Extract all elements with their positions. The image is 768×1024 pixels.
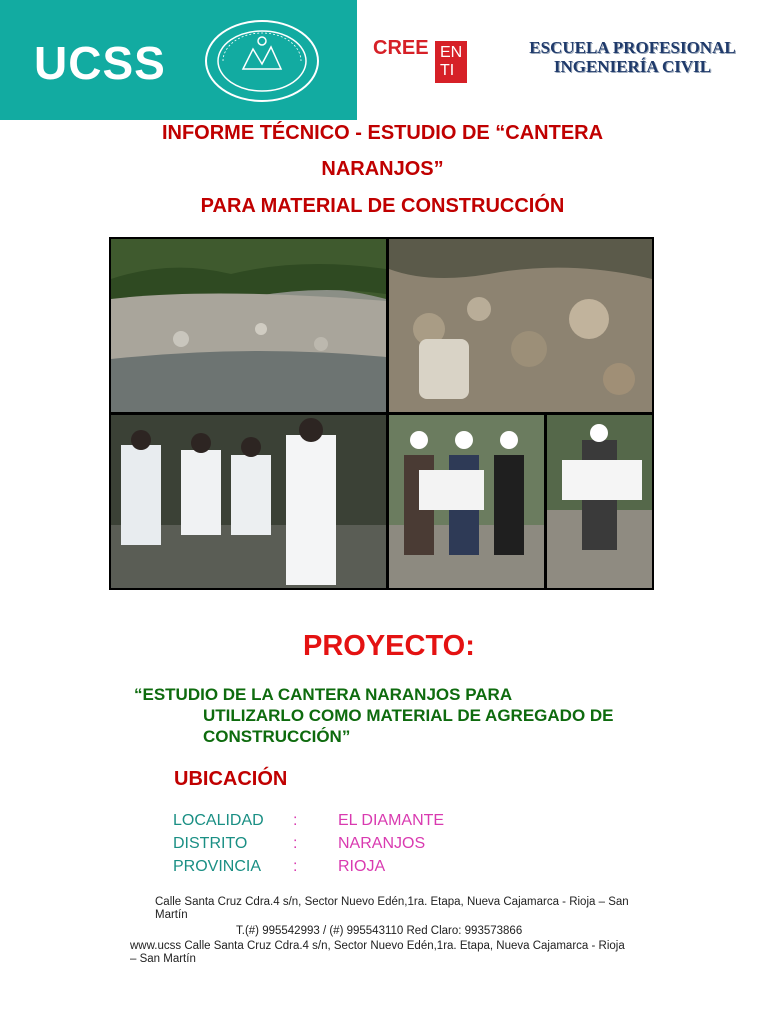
project-description-line2: UTILIZARLO COMO MATERIAL DE AGREGADO DE	[203, 706, 614, 725]
location-label: DISTRITO	[173, 835, 248, 852]
location-label: LOCALIDAD	[173, 812, 264, 829]
project-description-line3: CONSTRUCCIÓN”	[203, 727, 351, 746]
footer-address-1	[155, 896, 715, 922]
report-title-line1: INFORME TÉCNICO - ESTUDIO DE “CANTERA	[161, 122, 604, 144]
location-label: PROVINCIA	[173, 858, 262, 875]
footer-phones: T.(#) 995542993 / (#) 995543110 Red Claro: 993573866	[236, 925, 523, 937]
school-name-line2: INGENIERÍA CIVIL	[553, 57, 712, 76]
school-name	[500, 38, 765, 76]
location-value: NARANJOS	[338, 835, 426, 852]
project-heading: PROYECTO:	[303, 630, 475, 662]
location-heading: UBICACIÓN	[174, 768, 288, 790]
university-seal-icon	[203, 19, 321, 103]
footer-address-1-line1: Calle Santa Cruz Cdra.4 s/n, Sector Nuevo Edén,1ra. Etapa, Nueva Cajamarca - Rioja – San	[155, 896, 629, 908]
photo-collage	[109, 237, 654, 590]
footer-address-2-line2: – San Martín	[130, 953, 196, 965]
location-separator: :	[293, 858, 298, 875]
group-sign-photo	[389, 415, 544, 588]
footer-address-1-line2: Martín	[155, 909, 188, 921]
footer-address-2-line1: www.ucss Calle Santa Cruz Cdra.4 s/n, Sector Nuevo Edén,1ra. Etapa, Nueva Cajamarca - Rioja	[130, 940, 625, 952]
stones-closeup-photo	[389, 239, 652, 412]
en-ti-logo-text: EN TI	[435, 41, 467, 83]
ucss-logo-text: UCSS	[34, 37, 166, 89]
quarry-river-photo	[111, 239, 386, 412]
location-value: EL DIAMANTE	[338, 812, 445, 829]
school-name-line1: ESCUELA PROFESIONAL	[529, 38, 736, 57]
header-logo-band	[0, 0, 357, 120]
report-title-line3: PARA MATERIAL DE CONSTRUCCIÓN	[200, 195, 565, 217]
location-separator: :	[293, 812, 298, 829]
footer-address-2	[130, 940, 730, 966]
location-value: RIOJA	[338, 858, 386, 875]
location-separator: :	[293, 835, 298, 852]
laboratory-photo	[111, 415, 386, 588]
project-description	[134, 684, 694, 747]
cree-logo-text: CREE	[373, 37, 429, 59]
project-description-line1: “ESTUDIO DE LA CANTERA NARANJOS PARA	[134, 685, 513, 704]
report-title-line2: NARANJOS”	[321, 158, 444, 180]
person-sign-photo	[547, 415, 652, 588]
